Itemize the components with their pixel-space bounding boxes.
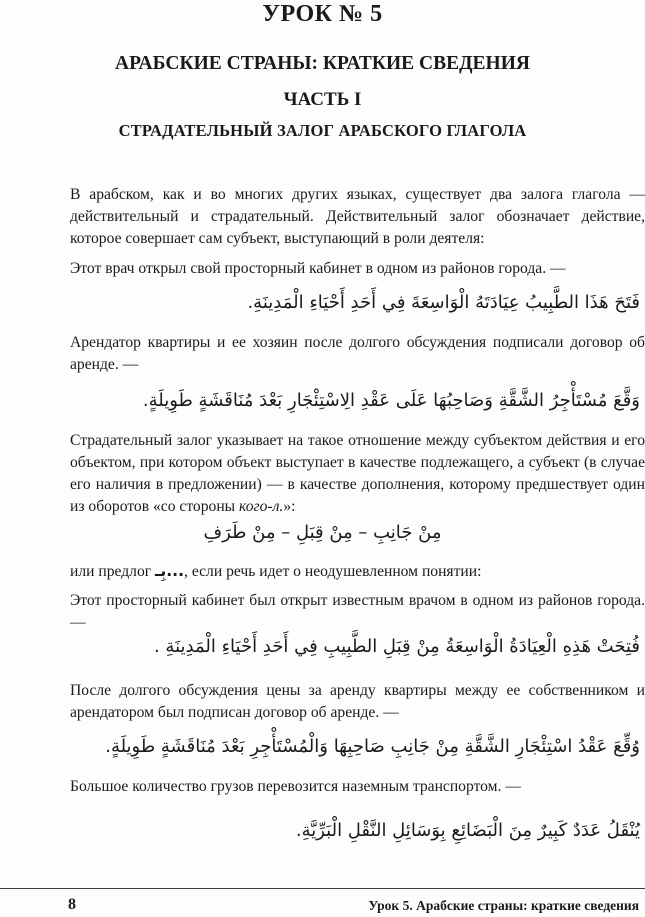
part-heading: ЧАСТЬ I (283, 89, 362, 110)
paragraph-intro: В арабском, как и во многих других языках, существует два залога глагола — действительный и страдательный. Действительный залог обозначает действие, которое совершает сам субъект, выступающий в роли деятеля: (70, 186, 645, 247)
arabic-example-1: فَتَحَ هَذَا الطَّبِيبُ عِيَادَتَهُ الْوَاسِعَةَ فِي أَحَدِ أَحْيَاءِ الْمَدِينَةِ. (247, 292, 640, 313)
preposition-note-before: или предлог (70, 563, 156, 580)
paragraph-example-5: Большое количество грузов перевозится наземным транспортом. — (70, 778, 521, 795)
lesson-heading: УРОК № 5 (262, 1, 383, 27)
paragraph-example-1: Этот врач открыл свой просторный кабинет в одном из районов города. — (70, 260, 566, 277)
page-number: 8 (68, 896, 76, 913)
preposition-note-after: , если речь идет о неодушевленном понятии: (184, 563, 482, 580)
paragraph-passive-explanation (70, 430, 645, 518)
passive-explanation-italic: кого-л. (239, 498, 284, 515)
chapter-title: АРАБСКИЕ СТРАНЫ: КРАТКИЕ СВЕДЕНИЯ (115, 53, 530, 74)
arabic-prepositions: مِنْ جَانِبِ – مِنْ قِبَلِ – مِنْ طَرَفِ (203, 522, 442, 543)
section-subtitle: СТРАДАТЕЛЬНЫЙ ЗАЛОГ АРАБСКОГО ГЛАГОЛА (118, 121, 527, 140)
paragraph-preposition-note (70, 560, 645, 583)
footer-divider (0, 888, 645, 889)
arabic-example-4: وُقِّعَ عَقْدُ اسْتِئْجَارِ الشَّقَّةِ مِنْ جَانِبِ صَاحِبِهَا وَالْمُسْتَأْجِرِ بَعْدَ مُنَاقَشَةٍ طَوِيلَةٍ. (105, 736, 640, 757)
arabic-example-3: فُتِحَتْ هَذِهِ الْعِيَادَةُ الْوَاسِعَةُ مِنْ قِبَلِ الطَّبِيبِ فِي أَحَدِ أَحْيَاءِ الْمَدِينَةِ . (153, 636, 640, 657)
paragraph-example-3: Этот просторный кабинет был открыт известным врачом в одном из районов города. — (70, 592, 645, 631)
preposition-arabic-inline: بِـ... (155, 562, 185, 580)
running-head: Урок 5. Арабские страны: краткие сведения (368, 898, 639, 913)
paragraph-example-2: Арендатор квартиры и ее хозяин после долгого обсуждения подписали договор об аренде. — (70, 334, 645, 373)
arabic-example-2: وَقَّعَ مُسْتَأْجِرُ الشَّقَّةِ وَصَاحِبُهَا عَلَى عَقْدِ الِاسْتِئْجَارِ بَعْدَ مُنَاقَشَةٍ طَوِيلَةٍ. (142, 390, 640, 411)
arabic-example-5: يُنْقَلُ عَدَدٌ كَبِيرٌ مِنَ الْبَضَائِعِ بِوَسَائِلِ النَّقْلِ الْبَرِّيَّةِ. (295, 820, 640, 841)
passive-explanation-text: Страдательный залог указывает на такое отношение между субъектом действия и его объектом, при котором объект выступает в качестве подлежащего, а субъект (в случае его наличия в предложении) — в качестве дополнения, которому предшествует один из оборотов «со стороны (70, 432, 645, 515)
passive-explanation-end: »: (283, 498, 296, 515)
paragraph-example-4: После долгого обсуждения цены за аренду квартиры между ее собственником и арендатором был подписан договор об аренде. — (70, 682, 645, 721)
